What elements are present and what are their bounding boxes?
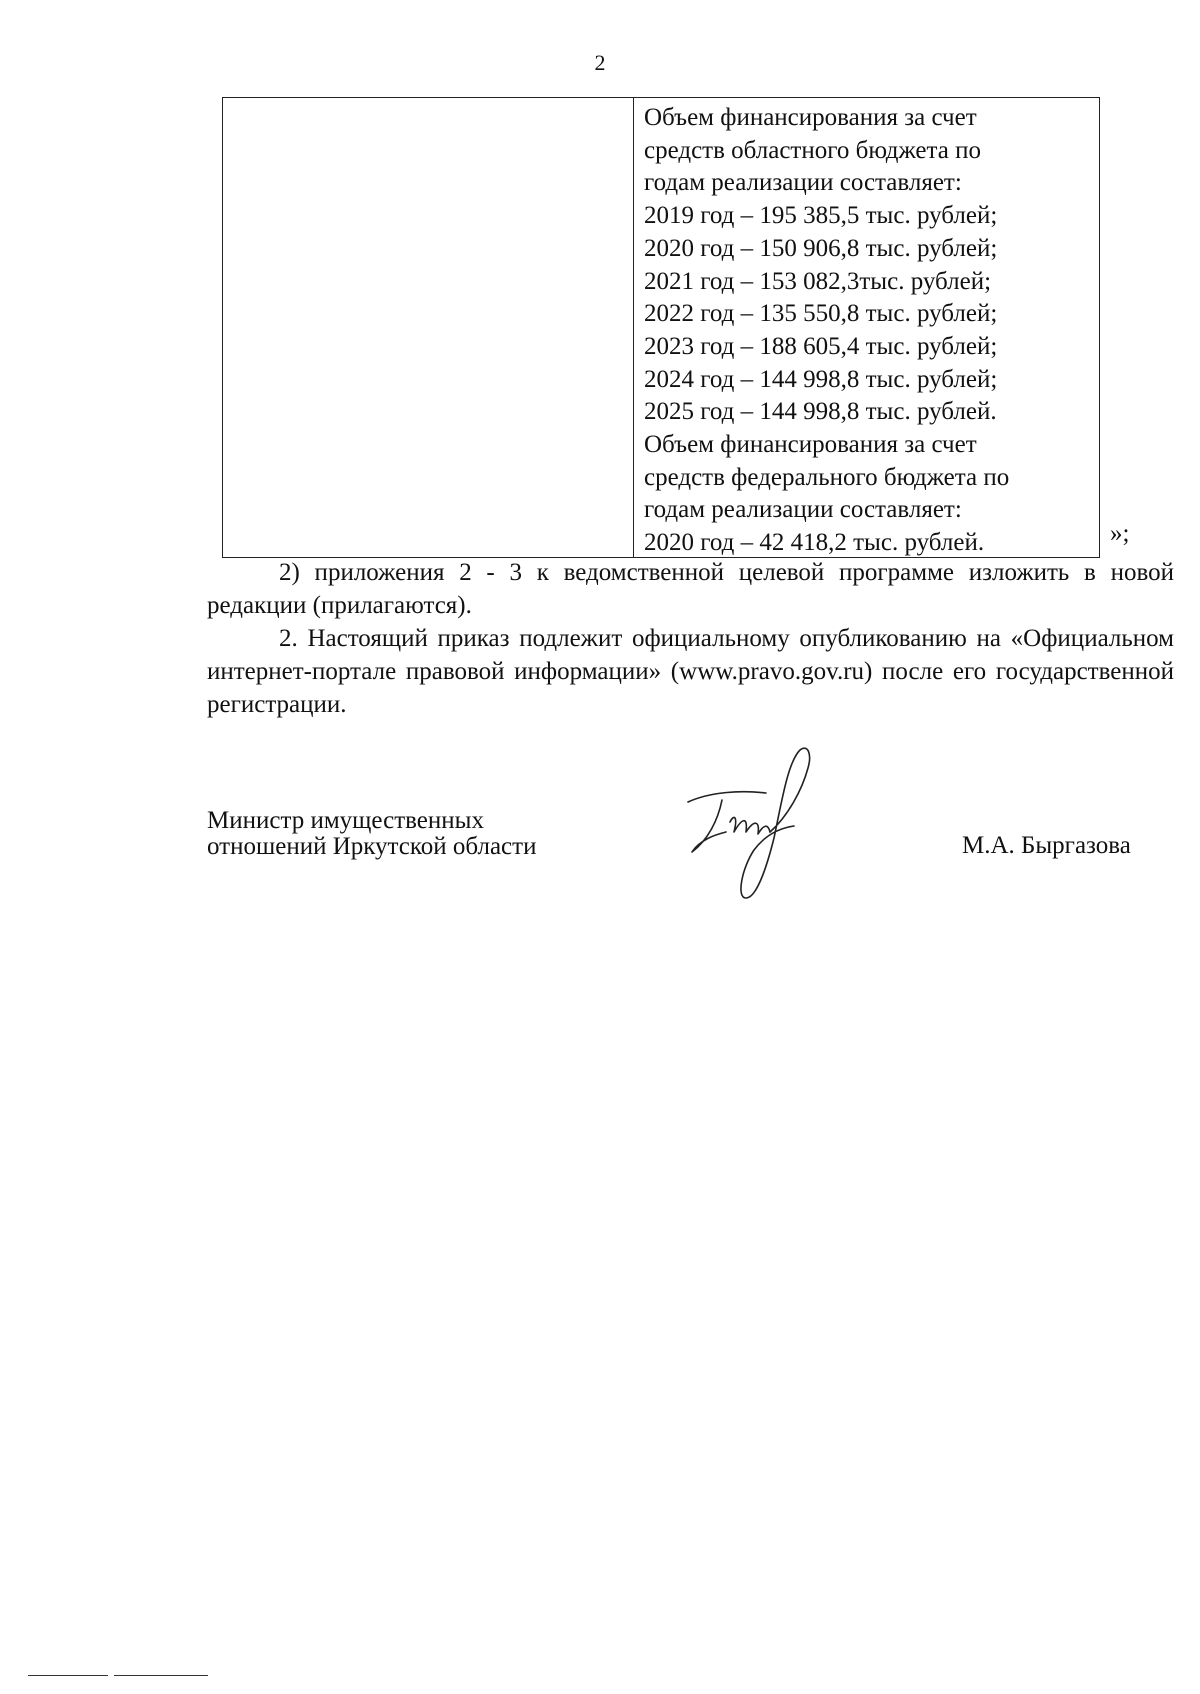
page-number: 2: [594, 50, 606, 75]
table-line: 2020 год – 150 906,8 тыс. рублей;: [644, 234, 998, 262]
table-line: годам реализации составляет:: [644, 496, 962, 524]
table-line: 2023 год – 188 605,4 тыс. рублей;: [644, 332, 998, 360]
table-line: 2024 год – 144 998,8 тыс. рублей;: [644, 365, 998, 393]
footer-rule: [28, 1675, 208, 1676]
table-line: Объем финансирования за счет: [644, 431, 977, 459]
paragraph-item-3: 2. Настоящий приказ подлежит официальному опубликованию на «Официальном интернет-портале правовой информации» (www.pravo.gov.ru) после его государственной регистрации.: [207, 625, 1174, 718]
table-line: 2022 год – 135 550,8 тыс. рублей;: [644, 300, 998, 328]
closing-quote: »;: [1110, 520, 1130, 547]
table-line: 2021 год – 153 082,3тыс. рублей;: [644, 267, 992, 295]
signatory-title: [207, 808, 536, 860]
funding-table: [222, 97, 1100, 558]
signatory-title-line-2: отношений Иркутской области: [207, 833, 537, 860]
table-right-cell: [634, 98, 1099, 557]
table-line: Объем финансирования за счет: [644, 104, 977, 131]
table-line: годам реализации составляет:: [644, 169, 962, 197]
table-line: средств областного бюджета по: [644, 136, 981, 164]
paragraph-item-2: 2) приложения 2 - 3 к ведомственной целевой программе изложить в новой редакции (прилагаются).: [207, 559, 1174, 619]
table-line: 2019 год – 195 385,5 тыс. рублей;: [644, 202, 998, 230]
signatory-name: М.А. Быргазова: [962, 832, 1131, 859]
table-left-cell: [223, 98, 634, 557]
signatory-title-line-1: Министр имущественных: [207, 807, 484, 834]
table-line: 2025 год – 144 998,8 тыс. рублей.: [644, 398, 997, 426]
table-line: 2020 год – 42 418,2 тыс. рублей.: [644, 529, 985, 557]
handwritten-signature: [670, 740, 860, 910]
table-line: средств федерального бюджета по: [644, 463, 1010, 491]
